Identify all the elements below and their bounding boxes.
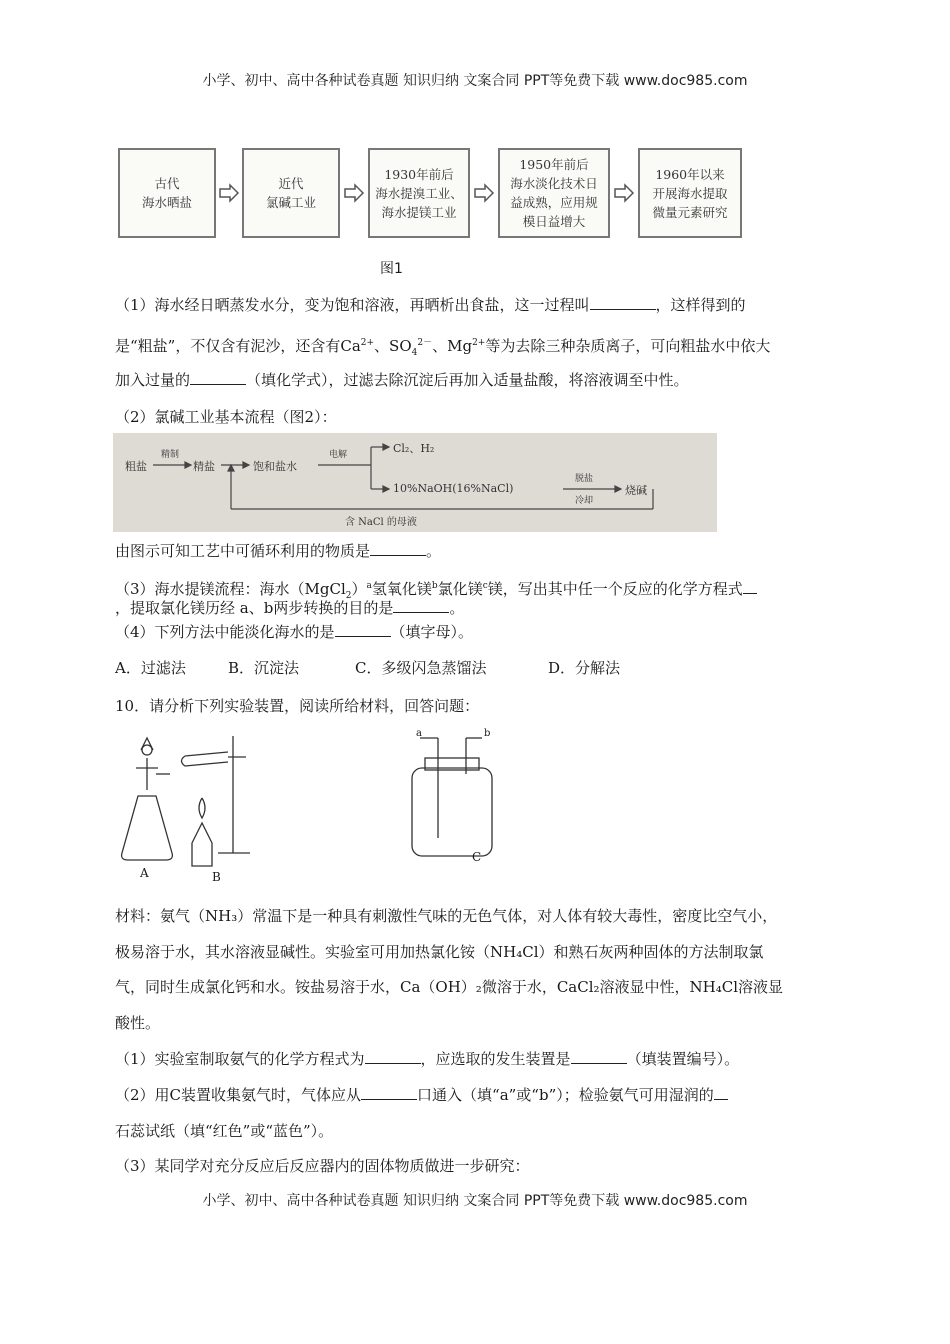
arrow-right-icon <box>473 182 495 204</box>
question-3-line-1: （3）海水提镁流程：海水（MgCl$_2$）$^a$氢氧化镁$^b$氯化镁$^c$镁，写出其中任一个反应的化学方程式 <box>115 576 855 606</box>
arrow-right-icon <box>218 182 240 204</box>
apparatus-label-c: C <box>472 850 482 864</box>
question-3-line-2: ，提取氯化镁历经 a、b两步转换的目的是 。 <box>115 599 465 617</box>
answer-blank[interactable] <box>571 1049 627 1064</box>
flow-caustic-soda: 烧碱 <box>625 484 647 497</box>
flow-refined-salt: 精盐 <box>193 460 215 473</box>
flow-naoh-solution: 10%NaOH(16%NaCl) <box>393 482 514 495</box>
timeline-box-1950: 1950年前后 海水淡化技术日 益成熟，应用规 模日益增大 <box>498 148 610 238</box>
material-line-4: 酸性。 <box>115 1014 161 1032</box>
material-line-3: 气，同时生成氯化钙和水。铵盐易溶于水，Ca（OH）₂微溶于水，CaCl₂溶液显中性，NH₄Cl溶液显 <box>115 978 784 996</box>
apparatus-label-b: B <box>212 870 221 884</box>
answer-options <box>115 657 620 678</box>
timeline-box-1960: 1960年以来 开展海水提取 微量元素研究 <box>638 148 742 238</box>
flow-electrolysis-label: 电解 <box>329 450 348 460</box>
part-3-line: （3）某同学对充分反应后反应器内的固体物质做进一步研究： <box>115 1157 530 1175</box>
option-b[interactable]: B．沉淀法 <box>228 659 300 677</box>
timeline-box-modern: 近代 氯碱工业 <box>242 148 340 238</box>
part-1-line: （1）实验室制取氨气的化学方程式为 ，应选取的发生装置是 （填装置编号）。 <box>115 1050 740 1068</box>
timeline-box-1930: 1930年前后 海水提溴工业、 海水提镁工业 <box>368 148 470 238</box>
question-4-line: （4）下列方法中能淡化海水的是 （填字母）。 <box>115 623 474 641</box>
answer-blank[interactable] <box>361 1085 417 1100</box>
question-2-line: 由图示可知工艺中可循环利用的物质是 。 <box>115 542 442 560</box>
flow-gases: Cl₂、H₂ <box>393 442 435 455</box>
answer-blank[interactable] <box>190 370 246 385</box>
option-d[interactable]: D．分解法 <box>548 659 621 677</box>
answer-blank[interactable] <box>743 579 757 594</box>
answer-blank[interactable] <box>590 295 656 310</box>
flow-cool-label: 冷却 <box>575 496 594 506</box>
port-label-b: b <box>484 728 491 739</box>
answer-blank[interactable] <box>714 1085 728 1100</box>
answer-blank[interactable] <box>393 598 449 613</box>
question-1-line-1: （1）海水经日晒蒸发水分，变为饱和溶液，再晒析出食盐，这一过程叫 ，这样得到的 <box>115 296 746 314</box>
page-footer: 小学、初中、高中各种试卷真题 知识归纳 文案合同 PPT等免费下载 www.doc985.com <box>202 1193 748 1209</box>
question-1-line-2: 是“粗盐”，不仅含有泥沙，还含有$Ca^{2+}$、$SO_4^{2-}$、$Mg^{2+}$等为去除三种杂质离子，可向粗盐水中依大 <box>115 337 771 358</box>
question-2-title: （2）氯碱工业基本流程（图2）： <box>115 408 337 426</box>
answer-blank[interactable] <box>365 1049 421 1064</box>
timeline-box-ancient: 古代 海水晒盐 <box>118 148 216 238</box>
flow-crude-salt: 粗盐 <box>125 460 147 473</box>
flow-refine-label: 精制 <box>161 450 180 460</box>
option-c[interactable]: C．多级闪急蒸馏法 <box>355 659 487 677</box>
flow-desalt-label: 脱盐 <box>575 474 594 484</box>
flow-mother-liquor: 含 NaCl 的母液 <box>345 517 417 528</box>
part-2-line-2: 石蕊试纸（填“红色”或“蓝色”）。 <box>115 1122 334 1140</box>
question-1-line-3: 加入过量的 （填化学式），过滤去除沉淀后再加入适量盐酸，将溶液调至中性。 <box>115 371 689 389</box>
arrow-right-icon <box>613 182 635 204</box>
answer-blank[interactable] <box>335 622 391 637</box>
apparatus-drawings <box>110 728 550 878</box>
figure-1-caption: 图1 <box>380 261 403 277</box>
figure-2-chlor-alkali-flow <box>113 433 717 532</box>
option-a[interactable]: A．过滤法 <box>115 659 186 677</box>
page-header: 小学、初中、高中各种试卷真题 知识归纳 文案合同 PPT等免费下载 www.doc985.com <box>202 73 748 89</box>
apparatus-figure <box>110 728 550 884</box>
arrow-right-icon <box>343 182 365 204</box>
apparatus-label-a: A <box>140 866 149 880</box>
figure-1 <box>110 140 800 280</box>
flow-brine: 饱和盐水 <box>253 460 297 473</box>
port-label-a: a <box>416 728 422 739</box>
question-10-title: 10．请分析下列实验装置，阅读所给材料，回答问题： <box>115 697 480 715</box>
material-line-2: 极易溶于水，其水溶液显碱性。实验室可用加热氯化铵（NH₄Cl）和熟石灰两种固体的方法制取氯 <box>115 943 764 961</box>
part-2-line-1: （2）用C装置收集氨气时，气体应从 口通入（填“a”或“b”）；检验氨气可用湿润的 <box>115 1085 855 1105</box>
material-line-1: 材料：氨气（NH₃）常温下是一种具有刺激性气味的无色气体，对人体有较大毒性，密度比空气小， <box>115 907 778 925</box>
answer-blank[interactable] <box>370 541 426 556</box>
